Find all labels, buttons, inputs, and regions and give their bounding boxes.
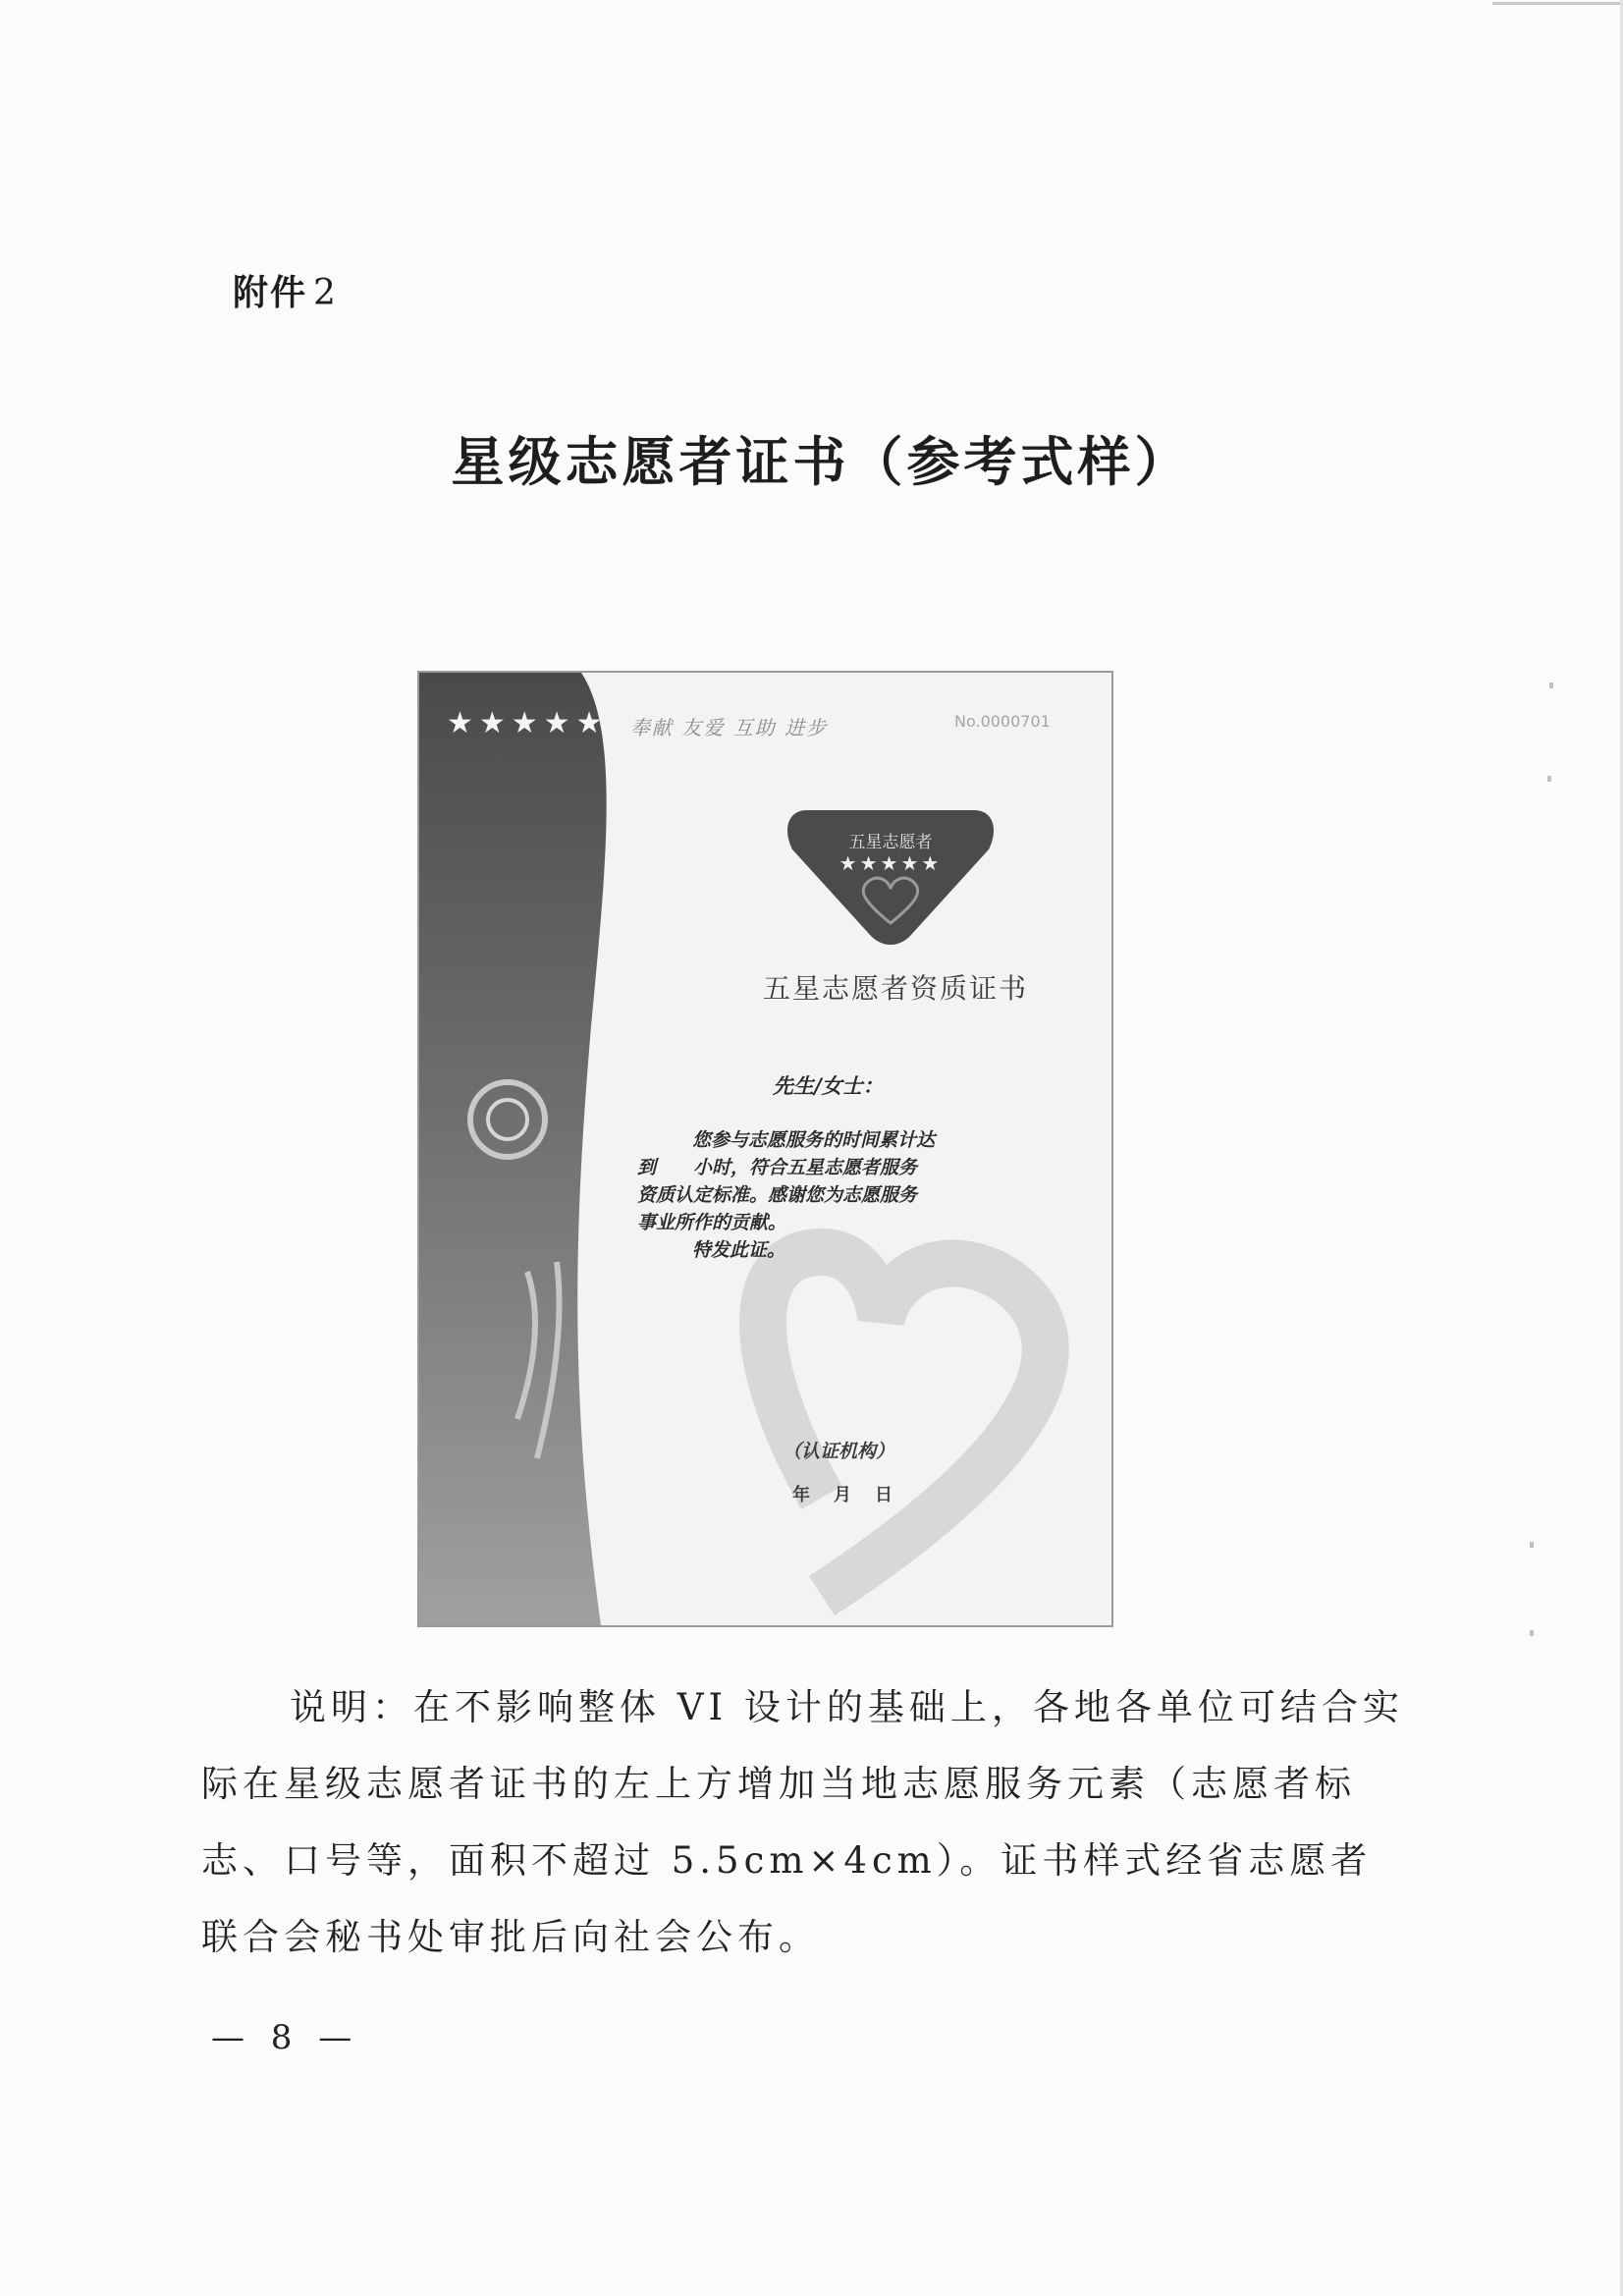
certificate-issuer: （认证机构） [783, 1441, 895, 1462]
badge-stars-icon: ★★★★★ [839, 851, 943, 875]
scan-artifact-dot [1549, 683, 1553, 688]
certificate-body-line: 事业所作的贡献。 [637, 1212, 787, 1233]
certificate-body [637, 1126, 1055, 1264]
certificate-slogan: 奉献 友爱 互助 进步 [630, 716, 829, 739]
certificate-salutation: 先生/女士： [773, 1073, 884, 1098]
attachment-number: 2 [313, 273, 338, 313]
explanation-paragraph [201, 1669, 1409, 1976]
certificate-body-line: 资质认定标准。感谢您为志愿服务 [637, 1184, 918, 1206]
certificate-date: 年月日 [792, 1485, 916, 1505]
certificate-serial: No.0000701 [954, 712, 1051, 731]
certificate-sample [417, 671, 1113, 1627]
scan-artifact-dot [1547, 776, 1551, 782]
badge-label: 五星志愿者 [848, 833, 933, 852]
scan-artifact-dot [1530, 1542, 1534, 1548]
explanation-text: 说明：在不影响整体 VI 设计的基础上，各地各单位可结合实际在星级志愿者证书的左上方增加当地志愿服务元素（志愿者标志、口号等，面积不超过 5.5cm×4cm）。证书样式经省志愿者联合会秘书处审批后向社会公布。 [201, 1686, 1404, 1958]
certificate-body-line: 到 小时，符合五星志愿者服务 [637, 1157, 918, 1178]
decorative-band [419, 673, 607, 1625]
attachment-label-text: 附件 [233, 273, 308, 313]
page-title: 星级志愿者证书（参考式样） [451, 430, 1192, 493]
certificate-body-line: 您参与志愿服务的时间累计达 [692, 1129, 936, 1151]
attachment-label [233, 265, 338, 315]
scan-artifact-dot [1530, 1630, 1534, 1636]
stars-icon: ★★★★★ [447, 706, 609, 740]
certificate-body-line: 特发此证。 [692, 1239, 786, 1261]
certificate-title: 五星志愿者资质证书 [762, 972, 1028, 1005]
scan-artifact-top [1492, 2, 1623, 5]
page-number: — 8 — [211, 2018, 360, 2057]
